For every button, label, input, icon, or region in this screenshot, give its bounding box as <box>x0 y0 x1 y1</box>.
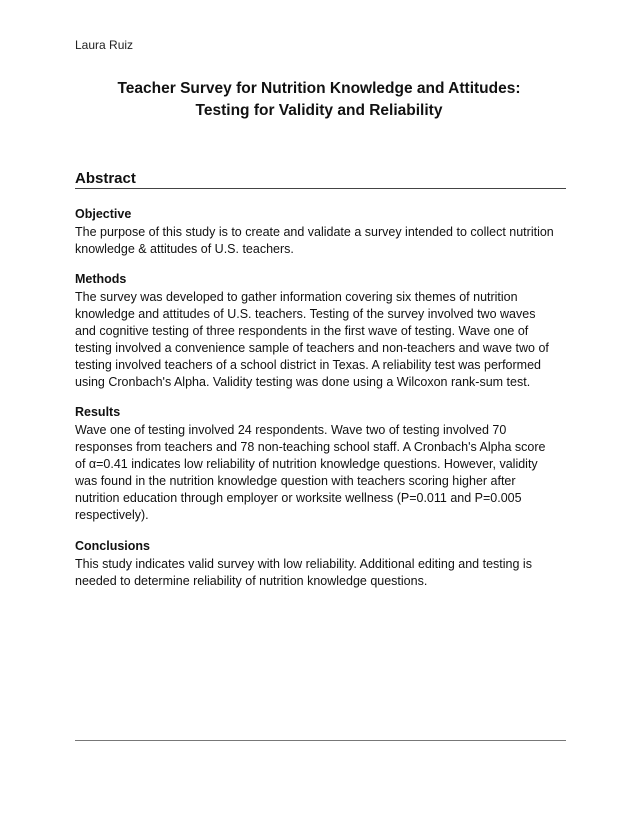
text-line: and cognitive testing of three respondents in the first wave of testing. Wave one of <box>75 324 529 338</box>
text-line: using Cronbach's Alpha. Validity testing was done using a Wilcoxon rank-sum test. <box>75 375 531 389</box>
conclusions-heading: Conclusions <box>75 539 151 553</box>
text-line: This study indicates valid survey with low reliability. Additional editing and testing is <box>75 557 532 571</box>
results-text <box>75 422 570 524</box>
text-line: was found in the nutrition knowledge question with teachers scoring higher after <box>75 474 516 488</box>
methods-text <box>75 289 570 391</box>
text-line: needed to determine reliability of nutrition knowledge questions. <box>75 574 428 588</box>
paper-title <box>60 78 578 122</box>
conclusions-section <box>75 538 570 590</box>
text-line: The purpose of this study is to create and validate a survey intended to collect nutrition <box>75 225 554 239</box>
text-line: responses from teachers and 78 non-teaching school staff. A Cronbach's Alpha score <box>75 440 546 454</box>
conclusions-text <box>75 556 570 590</box>
text-line: Wave one of testing involved 24 respondents. Wave two of testing involved 70 <box>75 423 507 437</box>
methods-section <box>75 271 570 391</box>
text-line: testing involved a convenience sample of teachers and non-teachers and wave two of <box>75 341 549 355</box>
text-line: testing involved teachers of a school district in Texas. A reliability test was performed <box>75 358 541 372</box>
abstract-heading: Abstract <box>75 170 136 187</box>
text-line: nutrition education through employer or worksite wellness (P=0.011 and P=0.005 <box>75 491 522 505</box>
abstract-divider <box>75 188 566 189</box>
title-line-1: Teacher Survey for Nutrition Knowledge and Attitudes: <box>117 80 521 97</box>
text-line: knowledge & attitudes of U.S. teachers. <box>75 242 294 256</box>
text-line: of α=0.41 indicates low reliability of nutrition knowledge questions. However, validity <box>75 457 538 471</box>
title-line-2: Testing for Validity and Reliability <box>195 102 443 119</box>
objective-text <box>75 224 570 258</box>
footer-divider <box>75 740 566 741</box>
results-heading: Results <box>75 405 121 419</box>
author-name: Laura Ruiz <box>75 38 134 52</box>
results-section <box>75 404 570 524</box>
text-line: The survey was developed to gather information covering six themes of nutrition <box>75 290 518 304</box>
objective-heading: Objective <box>75 207 132 221</box>
methods-heading: Methods <box>75 272 127 286</box>
objective-section <box>75 206 570 258</box>
text-line: respectively). <box>75 508 149 522</box>
text-line: knowledge and attitudes of U.S. teachers. Testing of the survey involved two waves <box>75 307 536 321</box>
